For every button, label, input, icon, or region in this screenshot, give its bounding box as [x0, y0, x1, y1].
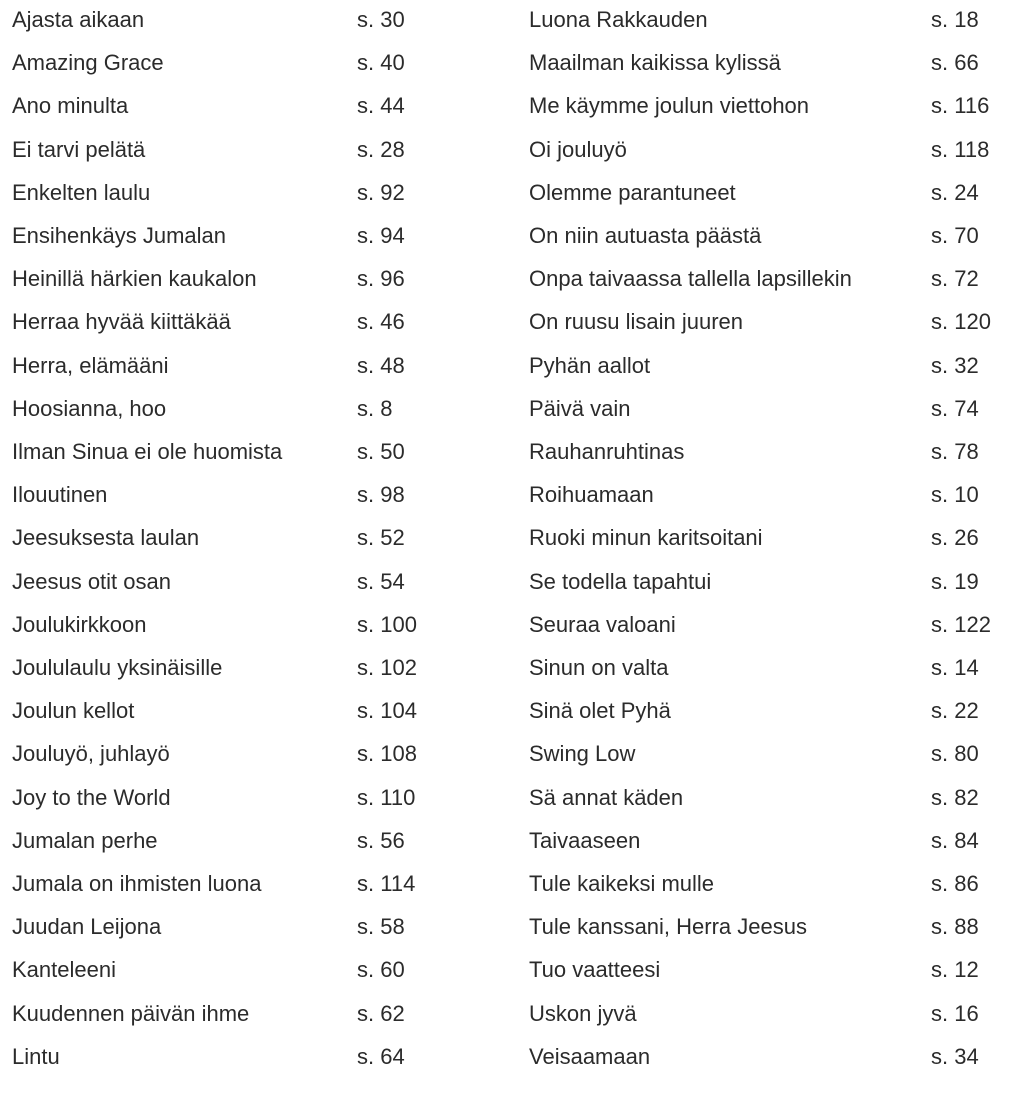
song-title: Herra, elämääni	[12, 352, 169, 378]
song-title: Juudan Leijona	[12, 914, 162, 940]
toc-entry-left	[0, 864, 500, 907]
page-number: s. 108	[357, 741, 417, 767]
toc-entry-right	[517, 907, 1017, 950]
song-title: Seuraa valoani	[529, 611, 676, 637]
page-number: s. 8	[357, 395, 393, 421]
song-title: Joulun kellot	[12, 698, 135, 724]
song-title: Swing Low	[529, 741, 636, 767]
page-number: s. 10	[931, 482, 979, 508]
toc-entry-left	[0, 648, 500, 691]
page-number: s. 66	[931, 50, 979, 76]
page-number: s. 100	[357, 611, 417, 637]
toc-entry-right	[517, 778, 1017, 821]
song-title: Jumala on ihmisten luona	[12, 871, 262, 896]
page-number: s. 64	[357, 1043, 405, 1069]
page-number: s. 110	[357, 784, 416, 810]
song-title: Tuo vaatteesi	[529, 957, 661, 983]
page-number: s. 46	[357, 309, 405, 335]
page-number: s. 48	[357, 352, 405, 378]
page-number: s. 62	[357, 1000, 405, 1026]
song-title: Tule kanssani, Herra Jeesus	[529, 914, 807, 940]
song-title: Jouluyö, juhlayö	[12, 741, 170, 767]
toc-entry-right	[517, 0, 1017, 43]
toc-entry-right	[517, 389, 1017, 432]
song-title: Roihuamaan	[529, 482, 654, 508]
song-title: Veisaamaan	[529, 1043, 651, 1069]
toc-entry-right	[517, 302, 1017, 345]
song-title: Herraa hyvää kiittäkää	[12, 309, 231, 335]
page-number: s. 24	[931, 179, 979, 205]
song-title: Maailman kaikissa kylissä	[529, 50, 781, 76]
page-number: s. 14	[931, 655, 979, 680]
song-title: Se todella tapahtui	[529, 568, 712, 594]
song-title: Onpa taivaassa tallella lapsillekin	[529, 266, 852, 292]
song-title: Hoosianna, hoo	[12, 395, 167, 421]
page-number: s. 28	[357, 136, 405, 162]
song-title: Ano minulta	[12, 93, 129, 119]
song-title: Oi jouluyö	[529, 136, 627, 162]
toc-entry-left	[0, 302, 500, 345]
song-title: Jeesuksesta laulan	[12, 525, 200, 551]
page-number: s. 84	[931, 827, 979, 853]
page-number: s. 98	[357, 482, 405, 508]
page-number: s. 58	[357, 914, 405, 940]
song-title: Ruoki minun karitsoitani	[529, 525, 763, 551]
toc-entry-left	[0, 86, 500, 129]
page-number: s. 26	[931, 525, 979, 551]
song-title: Ensihenkäys Jumalan	[12, 223, 227, 248]
page-number: s. 118	[931, 136, 990, 162]
page-number: s. 54	[357, 568, 405, 594]
song-title: Sinun on valta	[529, 655, 669, 680]
song-title: Kuudennen päivän ihme	[12, 1000, 250, 1026]
toc-entry-right	[517, 216, 1017, 259]
toc-entry-left	[0, 691, 500, 734]
page-number: s. 18	[931, 7, 979, 32]
toc-entry-right	[517, 518, 1017, 561]
page-number: s. 32	[931, 352, 979, 378]
toc-entry-left	[0, 0, 500, 43]
toc-entry-left	[0, 216, 500, 259]
toc-entry-left	[0, 605, 500, 648]
toc-entry-left	[0, 1037, 500, 1080]
toc-entry-right	[517, 691, 1017, 734]
page-number: s. 34	[931, 1043, 979, 1069]
toc-entry-left	[0, 562, 500, 605]
song-title: Enkelten laulu	[12, 179, 151, 205]
song-title: Jeesus otit osan	[12, 568, 171, 594]
page-number: s. 44	[357, 93, 405, 119]
toc-entry-right	[517, 173, 1017, 216]
toc-entry-right	[517, 43, 1017, 86]
toc-entry-left	[0, 173, 500, 216]
toc-entry-right	[517, 562, 1017, 605]
song-title: Tule kaikeksi mulle	[529, 871, 715, 896]
page-number: s. 50	[357, 439, 405, 464]
song-title: Me käymme joulun viettohon	[529, 93, 810, 119]
song-title: Jumalan perhe	[12, 827, 158, 853]
page-number: s. 96	[357, 266, 405, 292]
toc-entry-left	[0, 43, 500, 86]
song-title: Päivä vain	[529, 395, 631, 421]
song-title: Ilman Sinua ei ole huomista	[12, 439, 283, 464]
song-title: Rauhanruhtinas	[529, 439, 685, 464]
page-number: s. 114	[357, 871, 416, 896]
page-number: s. 56	[357, 827, 405, 853]
page-number: s. 92	[357, 179, 405, 205]
toc-entry-right	[517, 950, 1017, 993]
page-number: s. 16	[931, 1000, 979, 1026]
toc-entry-left	[0, 907, 500, 950]
song-title: Kanteleeni	[12, 957, 116, 983]
toc-entry-left	[0, 950, 500, 993]
toc-entry-right	[517, 432, 1017, 475]
page-number: s. 52	[357, 525, 405, 551]
song-title: Olemme parantuneet	[529, 179, 736, 205]
toc-entry-left	[0, 432, 500, 475]
toc-entry-right	[517, 821, 1017, 864]
page-number: s. 120	[931, 309, 991, 335]
page-number: s. 30	[357, 7, 405, 32]
toc-entry-left	[0, 734, 500, 777]
song-title: Joulukirkkoon	[12, 611, 147, 637]
song-title: Lintu	[12, 1043, 60, 1069]
page-number: s. 82	[931, 784, 979, 810]
song-title: Luona Rakkauden	[529, 7, 708, 32]
toc-entry-right	[517, 259, 1017, 302]
toc-entry-left	[0, 389, 500, 432]
page-number: s. 40	[357, 50, 405, 76]
page-number: s. 19	[931, 568, 979, 594]
toc-entry-right	[517, 605, 1017, 648]
page-number: s. 78	[931, 439, 979, 464]
page-number: s. 94	[357, 223, 405, 248]
toc-entry-right	[517, 734, 1017, 777]
song-title: Joululaulu yksinäisille	[12, 655, 223, 680]
song-title: Taivaaseen	[529, 827, 641, 853]
page-number: s. 116	[931, 93, 990, 119]
toc-entry-left	[0, 130, 500, 173]
song-title: Joy to the World	[12, 784, 171, 810]
toc-entry-right	[517, 864, 1017, 907]
page-number: s. 86	[931, 871, 979, 896]
toc-entry-left	[0, 994, 500, 1037]
page-number: s. 72	[931, 266, 979, 292]
toc-entry-left	[0, 821, 500, 864]
page-number: s. 70	[931, 223, 979, 248]
toc-entry-right	[517, 86, 1017, 129]
song-title: Sinä olet Pyhä	[529, 698, 671, 724]
song-title: Pyhän aallot	[529, 352, 651, 378]
page-number: s. 88	[931, 914, 979, 940]
song-title: Ilouutinen	[12, 482, 108, 508]
toc-entry-left	[0, 259, 500, 302]
toc-entry-right	[517, 475, 1017, 518]
page-number: s. 60	[357, 957, 405, 983]
song-title: Sä annat käden	[529, 784, 684, 810]
toc-entry-right	[517, 130, 1017, 173]
toc-entry-right	[517, 1037, 1017, 1080]
toc-entry-left	[0, 475, 500, 518]
page-number: s. 104	[357, 698, 417, 724]
toc-entry-left	[0, 778, 500, 821]
page-number: s. 12	[931, 957, 979, 983]
song-title: Ajasta aikaan	[12, 7, 145, 32]
toc-entry-left	[0, 346, 500, 389]
page-number: s. 122	[931, 611, 991, 637]
page-number: s. 80	[931, 741, 979, 767]
song-title: Ei tarvi pelätä	[12, 136, 146, 162]
toc-entry-right	[517, 994, 1017, 1037]
toc-entry-right	[517, 648, 1017, 691]
page-number: s. 74	[931, 395, 979, 421]
song-title: Amazing Grace	[12, 50, 164, 76]
page-number: s. 22	[931, 698, 979, 724]
song-title: On ruusu lisain juuren	[529, 309, 744, 335]
toc-entry-right	[517, 346, 1017, 389]
song-title: On niin autuasta päästä	[529, 223, 762, 248]
song-title: Uskon jyvä	[529, 1000, 637, 1026]
song-title: Heinillä härkien kaukalon	[12, 266, 257, 292]
toc-entry-left	[0, 518, 500, 561]
page-number: s. 102	[357, 655, 417, 680]
